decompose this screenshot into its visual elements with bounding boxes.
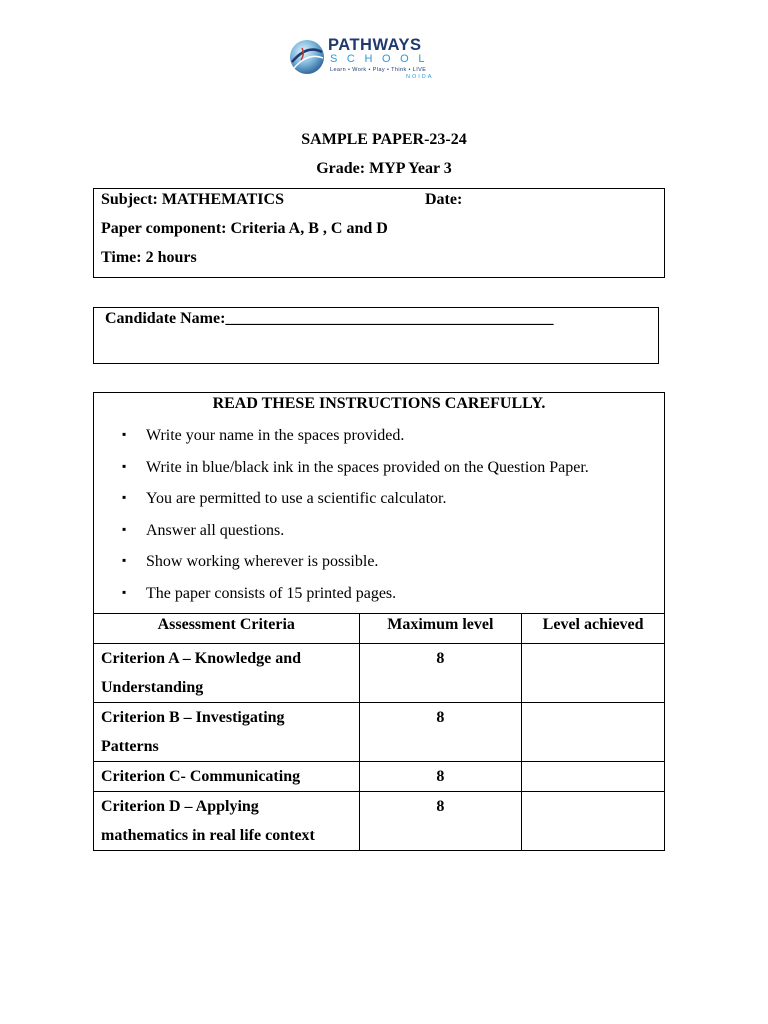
- table-row: [94, 792, 665, 851]
- level-achieved-cell[interactable]: [522, 792, 665, 851]
- criterion-name-cont: Patterns: [101, 738, 159, 755]
- assessment-table: [93, 613, 665, 851]
- logo-city: NOIDA: [406, 74, 434, 80]
- instruction-item: ▪ Show working wherever is possible.: [146, 553, 378, 571]
- table-row: [94, 762, 665, 792]
- header-maximum-level: Maximum level: [359, 614, 522, 644]
- level-achieved-cell[interactable]: [522, 703, 665, 762]
- paper-title: SAMPLE PAPER-23-24: [301, 131, 467, 148]
- date-label: Date:: [425, 191, 463, 208]
- criterion-name: Criterion A – Knowledge and: [101, 650, 302, 667]
- criterion-name-cont: Understanding: [101, 679, 204, 696]
- candidate-name-box: [93, 307, 659, 364]
- globe-logo-icon: [288, 38, 326, 76]
- table-row: [94, 703, 665, 762]
- logo-school-text: SCHOOL: [330, 53, 435, 65]
- paper-component: Paper component: Criteria A, B , C and D: [101, 220, 388, 237]
- max-level-cell: 8: [359, 703, 522, 762]
- level-achieved-cell[interactable]: [522, 762, 665, 792]
- instruction-item: ▪ Answer all questions.: [146, 522, 284, 540]
- instruction-item: ▪ Write in blue/black ink in the spaces provided on the Question Paper.: [146, 459, 589, 477]
- instructions-heading: READ THESE INSTRUCTIONS CAREFULLY.: [212, 395, 546, 412]
- grade-line: Grade: MYP Year 3: [316, 160, 452, 177]
- criterion-name: Criterion D – Applying: [101, 798, 259, 815]
- instruction-item: ▪ Write your name in the spaces provided.: [146, 427, 404, 445]
- table-header-row: [94, 614, 665, 644]
- school-logo: [288, 36, 452, 82]
- header-level-achieved: Level achieved: [522, 614, 665, 644]
- criterion-cell: [94, 762, 360, 792]
- candidate-name-field[interactable]: [105, 310, 553, 328]
- criterion-cell: [94, 703, 360, 762]
- criterion-name-cont: mathematics in real life context: [101, 827, 315, 844]
- subject-info-box: [93, 188, 665, 278]
- criterion-cell: [94, 792, 360, 851]
- logo-brand-text: PATHWAYS: [328, 36, 422, 54]
- level-achieved-cell[interactable]: [522, 644, 665, 703]
- table-row: [94, 644, 665, 703]
- criterion-cell: [94, 644, 360, 703]
- time-label: Time: 2 hours: [101, 249, 197, 266]
- subject-label: Subject: MATHEMATICS: [101, 191, 284, 208]
- header-assessment-criteria: Assessment Criteria: [94, 614, 360, 644]
- criterion-name: Criterion B – Investigating: [101, 709, 285, 726]
- instruction-item: ▪ The paper consists of 15 printed pages.: [146, 585, 396, 603]
- candidate-name-label: Candidate Name:: [105, 310, 226, 327]
- max-level-cell: 8: [359, 644, 522, 703]
- instruction-item: ▪ You are permitted to use a scientific calculator.: [146, 490, 447, 508]
- logo-tagline: Learn • Work • Play • Think • LIVE: [330, 67, 427, 73]
- criterion-name: Criterion C- Communicating: [101, 768, 301, 785]
- max-level-cell: 8: [359, 762, 522, 792]
- candidate-name-line: _________________________________________: [225, 310, 554, 327]
- instructions-box: [93, 392, 665, 614]
- max-level-cell: 8: [359, 792, 522, 851]
